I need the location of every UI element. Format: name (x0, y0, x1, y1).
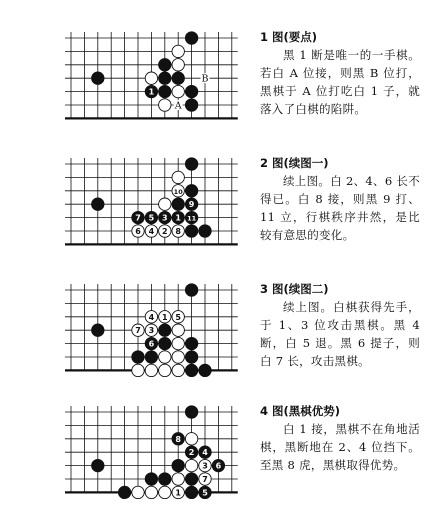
white-stone (172, 324, 184, 336)
white-stone (172, 171, 184, 183)
white-stone (172, 45, 184, 57)
diagram-title: 2 图(续图一) (260, 156, 329, 170)
white-stone (132, 486, 144, 498)
stone-number: 4 (202, 448, 208, 458)
black-stone (159, 337, 171, 349)
black-stone (172, 198, 184, 210)
diagram-text: 白 1 接，黑棋不在角地活棋，黑断地在 2、4 位挡下。至黑 8 虎，黑棋取得优势。 (260, 422, 420, 472)
white-stone (145, 486, 157, 498)
stone-number: 1 (162, 312, 168, 322)
go-board (64, 280, 244, 392)
stone-number: 6 (215, 461, 222, 471)
stone-number: 1 (175, 213, 181, 223)
stone-number: 6 (148, 339, 155, 349)
stone-number: 5 (202, 488, 208, 498)
black-stone (185, 32, 197, 44)
stone-number: 3 (148, 326, 155, 336)
board-svg (64, 154, 244, 266)
stone-number: 5 (175, 312, 181, 322)
go-board (64, 402, 244, 514)
stone-number: 3 (162, 213, 168, 223)
black-stone (145, 351, 157, 363)
go-board (64, 154, 244, 266)
black-stone (185, 185, 197, 197)
stone-number: 2 (188, 448, 195, 458)
stone-number: 4 (148, 227, 155, 236)
white-stone (185, 459, 197, 471)
white-stone (159, 351, 171, 363)
white-stone (132, 364, 144, 376)
diagram-text: 续上图。白棋获得先手，于 1、3 位攻击黑棋。黑 4 断，白 5 退。黑 6 提子，则白 7 长，攻击黑棋。 (260, 300, 420, 368)
board-svg (64, 28, 244, 140)
diagram-title: 4 图(黑棋优势) (260, 404, 341, 418)
stone-number: 8 (175, 434, 181, 444)
stone-number: 1 (148, 87, 155, 97)
black-stone (185, 158, 197, 170)
black-stone (92, 198, 104, 210)
black-stone (185, 473, 197, 485)
black-stone (92, 72, 104, 84)
diagram-title: 3 图(续图二) (260, 282, 329, 296)
black-stone (92, 324, 104, 336)
caption (260, 280, 420, 370)
point-mark: A (174, 100, 182, 112)
stone-number: 2 (162, 227, 168, 236)
diagram-text: 续上图。白 2、4、6 长不得已。白 8 接，则黑 9 打、11 立，行棋秩序井然，是比较有意思的变化。 (260, 174, 420, 242)
stone-number: 4 (148, 312, 155, 322)
black-stone (185, 337, 197, 349)
stone-number: 5 (148, 213, 155, 223)
caption (260, 402, 420, 474)
stone-number: 3 (202, 461, 208, 471)
white-stone (159, 99, 171, 111)
board-svg (64, 280, 244, 392)
black-stone (92, 459, 104, 471)
diagram-title: 1 图(要点) (260, 30, 318, 44)
black-stone (145, 473, 157, 485)
stone-number: 7 (135, 213, 141, 223)
black-stone (185, 364, 197, 376)
white-stone (172, 473, 184, 485)
black-stone (185, 284, 197, 296)
stone-number: 10 (173, 187, 183, 196)
white-stone (159, 198, 171, 210)
diagram-text: 黑 1 断是唯一的一手棋。若白 A 位接，则黑 B 位打，黑棋于 A 位打吃白 1 子，就落入了白棋的陷阱。 (260, 48, 420, 116)
white-stone (172, 351, 184, 363)
white-stone (159, 486, 171, 498)
stone-number: 11 (187, 214, 197, 223)
black-stone (185, 99, 197, 111)
black-stone (199, 364, 211, 376)
stone-number: 6 (135, 227, 141, 236)
black-stone (159, 72, 171, 84)
black-stone (185, 85, 197, 97)
caption (260, 28, 420, 118)
stone-number: 1 (175, 488, 181, 498)
white-stone (145, 364, 157, 376)
black-stone (159, 324, 171, 336)
black-stone (199, 225, 211, 237)
stone-number: 7 (135, 326, 141, 336)
white-stone (172, 337, 184, 349)
black-stone (172, 459, 184, 471)
black-stone (132, 351, 144, 363)
diagram-panel-1 (0, 28, 434, 153)
white-stone (145, 72, 157, 84)
white-stone (172, 59, 184, 71)
white-stone (159, 364, 171, 376)
diagram-panel-2 (0, 154, 434, 279)
point-mark: B (201, 73, 209, 85)
stone-number: 9 (188, 200, 195, 210)
go-board (64, 28, 244, 140)
black-stone (185, 351, 197, 363)
caption (260, 154, 420, 244)
black-stone (172, 72, 184, 84)
diagram-panel-4 (0, 402, 434, 527)
black-stone (118, 486, 130, 498)
board-svg (64, 402, 244, 514)
black-stone (185, 486, 197, 498)
black-stone (185, 406, 197, 418)
black-stone (159, 59, 171, 71)
black-stone (185, 225, 197, 237)
diagram-panel-3 (0, 280, 434, 405)
white-stone (172, 85, 184, 97)
stone-number: 8 (175, 227, 181, 236)
stone-number: 7 (202, 475, 208, 484)
white-stone (172, 364, 184, 376)
white-stone (185, 433, 197, 445)
black-stone (159, 473, 171, 485)
black-stone (159, 85, 171, 97)
